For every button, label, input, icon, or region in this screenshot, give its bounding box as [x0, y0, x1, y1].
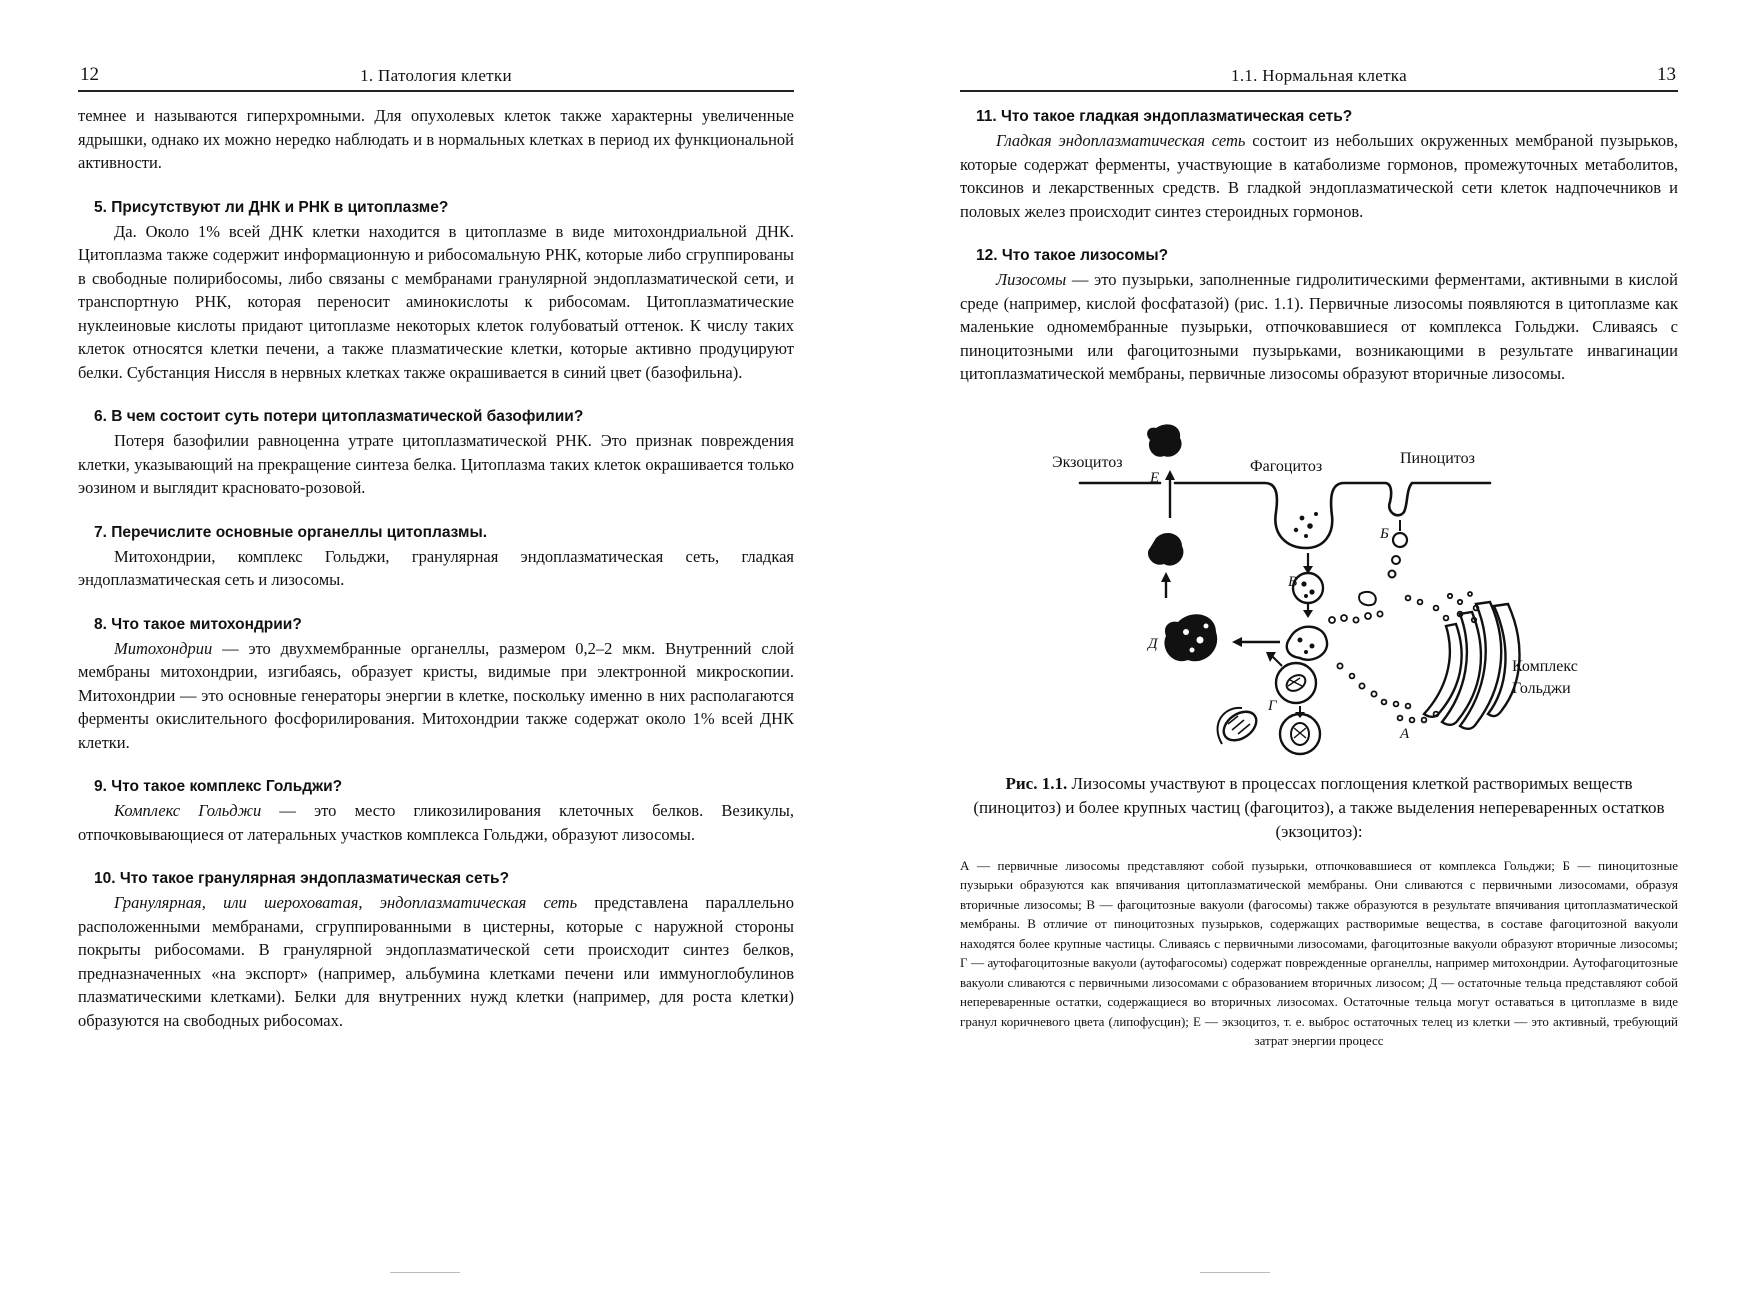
question-10-heading: 10. Что такое гранулярная эндоплазматическая сеть?: [94, 870, 510, 887]
term-rough-er: Гранулярная, или шероховатая, эндоплазматическая сеть: [114, 893, 578, 912]
question-5-heading: 5. Присутствуют ли ДНК и РНК в цитоплазме?: [94, 198, 449, 216]
label-E: Е: [1150, 469, 1160, 486]
right-page-body: [960, 106, 1678, 386]
term-smooth-er: Гладкая эндоплазматическая сеть: [996, 131, 1246, 150]
right-page: [960, 0, 1678, 1051]
question-11-heading: 11. Что такое гладкая эндоплазматическая сеть?: [976, 108, 1353, 125]
question-8-answer: [78, 637, 794, 755]
label-pinocytosis: Пиноцитоз: [1400, 449, 1475, 467]
lysosome-figure: [960, 408, 1678, 768]
question-5-answer: Да. Около 1% всей ДНК клетки находится в цитоплазме в виде митохондриальной ДНК. Цитоплазма также содержит информационную и рибосомальную РНК, которые либо сгруппированы в свободные полирибосомы, либо связаны с мембранами гранулярной эндоплазматической сети, и транспортную РНК, которая переносит аминокислоты к рибосомам. Цитоплазматические нуклеиновые кислоты придают цитоплазме некоторых клеток голубоватый оттенок. К числу таких клеток относятся клетки печени, а также плазматические клетки, которые активно продуцируют белки. Субстанция Ниссля в нервных клетках также окрашивается в синий цвет (базофильна).: [78, 221, 794, 382]
figure-legend: А — первичные лизосомы представляют собой пузырьки, отпочковавшиеся от комплекса Гольджи; Б — пиноцитозные пузырьки образуются как впячивания цитоплазматической мембраны. Они сливаются с первичными лизосомами, образуя вторичные лизосомы; В — фагоцитозные вакуоли (фагосомы) также образуются в результате впячивания цитоплазматической мембраны. В отличие от пиноцитозных пузырьков, содержащих растворимые вещества, в составе фагоцитозной вакуоли находятся более крупные частицы. Сливаясь с первичными лизосомами, фагоцитозные вакуоли образуют вторичные лизосомы; Г — аутофагоцитозные вакуоли (аутофагосомы) содержат поврежденные органеллы, например митохондрии. Аутофагоцитозные вакуоли сливаются с первичными лизосомами с образованием вторичных лизосом; Д — остаточные тельца представляют собой непереваренные остатки, содержащиеся во вторичных лизосомах. Остаточные тельца могут оставаться в цитоплазме в виде гранул коричневого цвета (липофусцин); Е — экзоцитоз, т. е. выброс остаточных телец из клетки — это активный, требующий затрат энергии процесс: [960, 857, 1678, 1048]
secondary-lysosome: [1287, 626, 1327, 659]
question-11-text: состоит из небольших окруженных мембраной пузырьков, которые содержат ферменты, участвующие в катаболизме гормонов, промежуточных метаболитов, токсинов и лекарственных средств. В гладкой эндоплазматической сети клеток надпочечников и половых желез происходит синтез стероидных гормонов.: [960, 131, 1678, 221]
question-6-heading: 6. В чем состоит суть потери цитоплазматической базофилии?: [94, 408, 584, 425]
continuation-paragraph: темнее и называются гиперхромными. Для опухолевых клеток также характерны увеличенные ядрышки, однако их можно нередко наблюдать и в нормальных клетках в период их функциональной активности.: [78, 106, 794, 172]
label-golgi-line2: Гольджи: [1512, 679, 1571, 697]
exocytosed-body: [1147, 424, 1181, 456]
running-head-right: [960, 62, 1678, 92]
label-golgi-line1: Комплекс: [1512, 657, 1578, 675]
footer-divider-right: [1200, 1272, 1270, 1273]
label-B-pino: Б: [1380, 525, 1389, 542]
question-7-heading: 7. Перечислите основные органеллы цитоплазмы.: [94, 523, 487, 541]
page-number-right: 13: [1657, 64, 1676, 85]
term-golgi: Комплекс Гольджи: [114, 801, 262, 820]
question-8-heading: 8. Что такое митохондрии?: [94, 615, 302, 633]
plasma-membrane: [1175, 483, 1490, 548]
label-V: В: [1288, 573, 1298, 590]
left-page-body: [78, 104, 794, 1032]
figure-caption: [960, 772, 1678, 844]
question-11-answer: [960, 129, 1678, 223]
question-7-answer: Митохондрии, комплекс Гольджи, гранулярная эндоплазматическая сеть, гладкая эндоплазматическая сеть и лизосомы.: [78, 546, 794, 589]
page-number-left: 12: [80, 64, 99, 85]
question-6-answer: Потеря базофилии равноценна утрате цитоплазматической РНК. Это признак повреждения клетки, указывающий на прекращение синтеза белка. Цитоплазма таких клеток окрашивается только эозином и выглядит красновато-розовой.: [78, 431, 794, 497]
label-A: А: [1400, 725, 1410, 742]
running-head-left: [78, 62, 794, 92]
label-D: Д: [1148, 635, 1158, 652]
question-12-answer: [960, 268, 1678, 386]
phagosome: [1293, 573, 1323, 603]
running-title-left: 1. Патология клетки: [360, 66, 512, 85]
question-10-text: представлена параллельно расположенными мембранами, сгруппированными в цистерны, которые с наружной стороны покрыты рибосомами. В гранулярной эндоплазматической сети происходит синтез белков, предназначенных «на экспорт» (например, альбумина клетками печени или иммуноглобулинов плазматическими клетками). Белки для внутренних нужд клетки (например, для роста клетки) образуются на свободных рибосомах.: [78, 893, 794, 1030]
term-lysosomes: Лизосомы: [996, 270, 1067, 289]
question-9-text: — это место гликозилирования клеточных белков. Везикулы, отпочковывающиеся от латеральных участков комплекса Гольджи, образуют лизосомы.: [78, 801, 794, 844]
running-title-right: 1.1. Нормальная клетка: [1231, 66, 1407, 85]
question-12-heading: 12. Что такое лизосомы?: [976, 247, 1169, 264]
residual-body-upper: [1148, 532, 1183, 565]
figure-caption-text: Лизосомы участвуют в процессах поглощения клеткой растворимых веществ (пиноцитоз) и более крупных частиц (фагоцитоз), а также выделения непереваренных остатков (экзоцитоз):: [973, 773, 1665, 841]
question-9-heading: 9. Что такое комплекс Гольджи?: [94, 778, 343, 795]
footer-divider-left: [390, 1272, 460, 1273]
label-exocytosis: Экзоцитоз: [1052, 453, 1123, 471]
residual-body-D: [1164, 614, 1217, 661]
autophagic-vacuole: [1280, 714, 1320, 754]
question-8-text: — это двухмембранные органеллы, размером 0,2–2 мкм. Внутренний слой мембраны митохондрии, изгибаясь, образует кристы, видимые при электронной микроскопии. Митохондрии — это основные генераторы энергии в клетке, поскольку именно в них располагаются ферменты окислительного фосфорилирования. Митохондрии также содержат около 1% всей ДНК клетки.: [78, 638, 794, 752]
pinocytic-vesicle: [1393, 533, 1407, 547]
figure-caption-label: Рис. 1.1.: [1005, 773, 1068, 793]
label-phagocytosis: Фагоцитоз: [1250, 457, 1323, 475]
question-12-text: — это пузырьки, заполненные гидролитическими ферментами, активными в кислой среде (например, кислой фосфатазой) (рис. 1.1). Первичные лизосомы появляются в цитоплазме как маленькие одномембранные пузырьки, отпочковавшиеся от комплекса Гольджи. Сливаясь с пиноцитозными или фагоцитозными пузырьками, возникающими в результате инвагинации цитоплазматической мембраны, первичные лизосомы образуют вторичные лизосомы.: [960, 270, 1678, 383]
question-9-answer: [78, 799, 794, 846]
label-G: Г: [1268, 697, 1277, 714]
question-10-answer: [78, 891, 794, 1032]
term-mitochondria: Митохондрии: [114, 638, 213, 658]
left-page: [78, 0, 794, 1032]
